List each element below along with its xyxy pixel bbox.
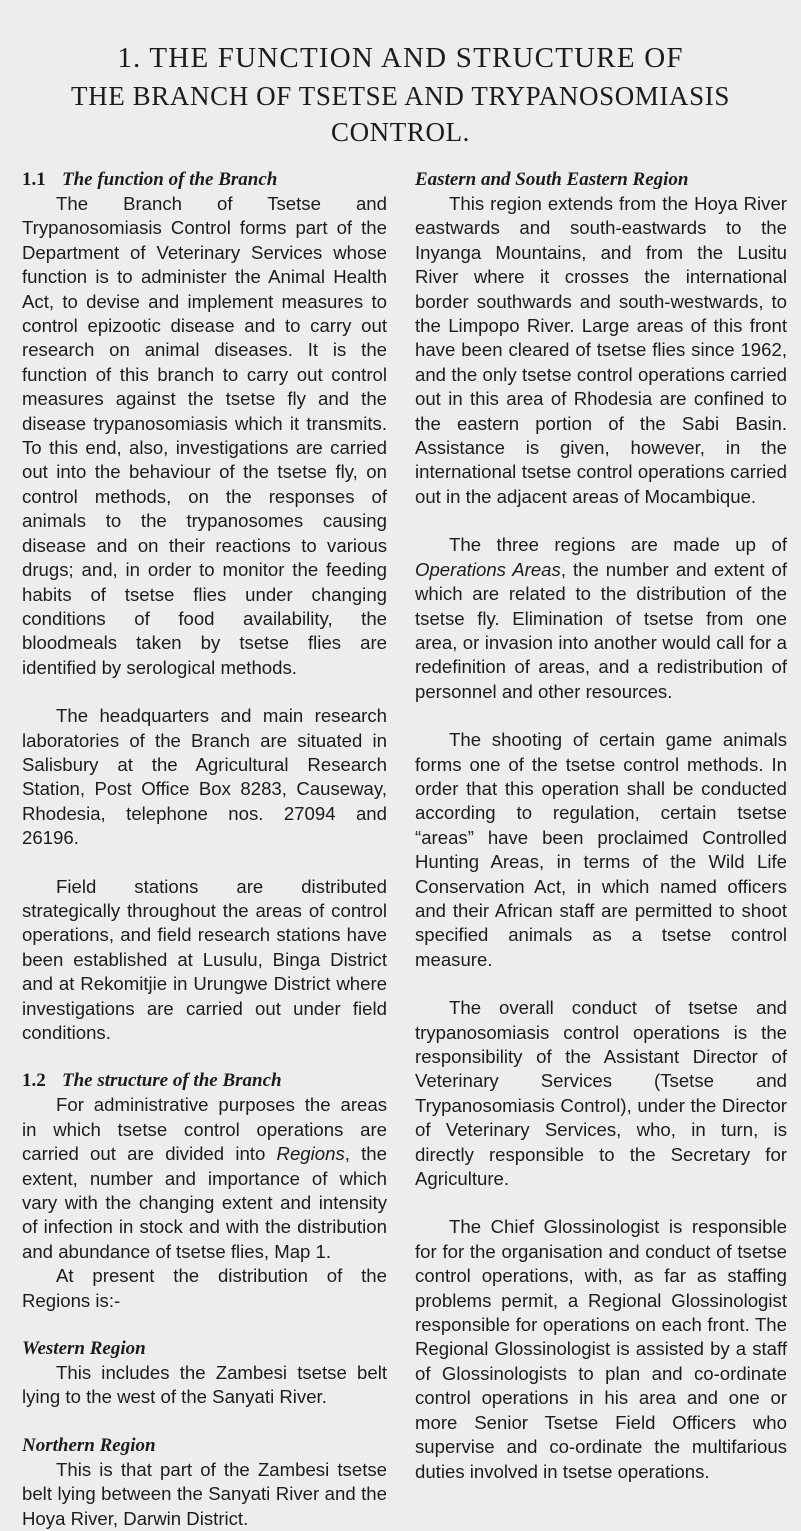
paragraph-western-region: This includes the Zambesi tsetse belt lying to the west of the Sanyati River. bbox=[22, 1362, 387, 1408]
section-number: 1.2 bbox=[22, 1070, 46, 1092]
section-number: 1.1 bbox=[22, 169, 46, 190]
paragraph-field-stations: Field stations are distributed strategically throughout the areas of control operations, and field research stations have been established at Lusulu, Binga District and at Rekomitjie in Urungwe District where investigations are carried out under field conditions. bbox=[22, 875, 387, 1043]
paragraph-northern-region: This is that part of the Zambesi tsetse belt lying between the Sanyati River and the Hoya River, Darwin District. bbox=[22, 1458, 387, 1529]
section-title: The structure of the Branch bbox=[62, 1070, 282, 1092]
paragraph-game-shooting: The shooting of certain game animals forms one of the tsetse control methods. In order that this operation shall be conducted according to regulation, certain tsetse “areas” have been proclaimed Controlled Hunting Areas, in terms of the Wild Life Conservation Act, in which named officers and their African staff are permitted to shoot specified animals as a tsetse control measure. bbox=[415, 729, 787, 970]
heading-eastern-region: Eastern and South Eastern Region bbox=[415, 169, 689, 190]
heading-northern-region: Northern Region bbox=[22, 1434, 156, 1456]
heading-western-region: Western Region bbox=[22, 1338, 146, 1360]
paragraph-regions-intro: At present the distribution of the Regions is:- bbox=[22, 1265, 387, 1311]
title-line-2: THE BRANCH OF TSETSE AND TRYPANOSOMIASIS CONTROL. bbox=[71, 81, 730, 147]
paragraph-branch-function: The Branch of Tsetse and Trypanosomiasis Control forms part of the Department of Veterinary Services whose function is to administer the Animal Health Act, to devise and implement measures to control epizootic disease and to carry out research on animal diseases. It is the function of this branch to carry out control measures against the tsetse fly and the disease trypanosomiasis which it transmits. To this end, also, investigations are carried out into the behaviour of the tsetse fly, on control methods, on the responses of animals to the trypanosomes causing disease and on their reactions to various drugs; and, in order to monitor the feeding habits of tsetse flies under changing conditions of food availability, the bloodmeals taken by tsetse flies are identified by serological methods. bbox=[22, 193, 387, 678]
paragraph-eastern-region: This region extends from the Hoya River eastwards and south-eastwards to the Inyanga Mountains, and from the Lusitu River where it crosses the international border southwards and south-westwards, to the Limpopo River. Large areas of this front have been cleared of tsetse flies since 1962, and the only tsetse control operations carried out in this area of Rhodesia are confined to the eastern portion of the Sabi Basin. Assistance is given, however, in the international tsetse control operations carried out in the adjacent areas of Mocambique. bbox=[415, 193, 787, 507]
paragraph-headquarters: The headquarters and main research laboratories of the Branch are situated in Salisbury at the Agricultural Research Station, Post Office Box 8283, Causeway, Rhodesia, telephone nos. 27094 and 26196. bbox=[22, 705, 387, 849]
page-title bbox=[0, 40, 801, 150]
paragraph-overall-conduct: The overall conduct of tsetse and trypanosomiasis control operations is the responsibility of the Assistant Director of Veterinary Services (Tsetse and Trypanosomiasis Control), under the Director of Veterinary Services, who, in turn, is directly responsible to the Secretary for Agriculture. bbox=[415, 997, 787, 1190]
paragraph-chief-glossinologist: The Chief Glossinologist is responsible for for the organisation and conduct of tsetse control operations, with, as far as staffing problems permit, a Regional Glossinologist responsible for operations on each front. The Regional Glossinologist is assisted by a staff of Glossinologists to plan and co-ordinate control operations in his area and one or more Senior Tsetse Field Officers who supervise and co-ordinate the multifarious duties involved in tsetse operations. bbox=[415, 1216, 787, 1482]
left-column bbox=[22, 168, 387, 1531]
section-heading-1-2 bbox=[22, 1069, 387, 1093]
paragraph-operations-areas: The three regions are made up of Operations Areas, the number and extent of which are related to the distribution of the tsetse fly. Elimination of tsetse from one area, or invasion into another would call for a redefinition of areas, and a redistribution of personnel and other resources. bbox=[415, 534, 787, 702]
title-line-1: 1. THE FUNCTION AND STRUCTURE OF bbox=[117, 42, 684, 74]
section-heading-1-1 bbox=[22, 168, 387, 192]
right-column bbox=[415, 168, 787, 1484]
section-title: The function of the Branch bbox=[62, 169, 278, 190]
paragraph-regions: For administrative purposes the areas in which tsetse control operations are carried out are divided into Regions, the extent, number and importance of which vary with the changing extent and intensity of infection in stock and with the distribution and abundance of tsetse flies, Map 1. bbox=[22, 1094, 387, 1262]
